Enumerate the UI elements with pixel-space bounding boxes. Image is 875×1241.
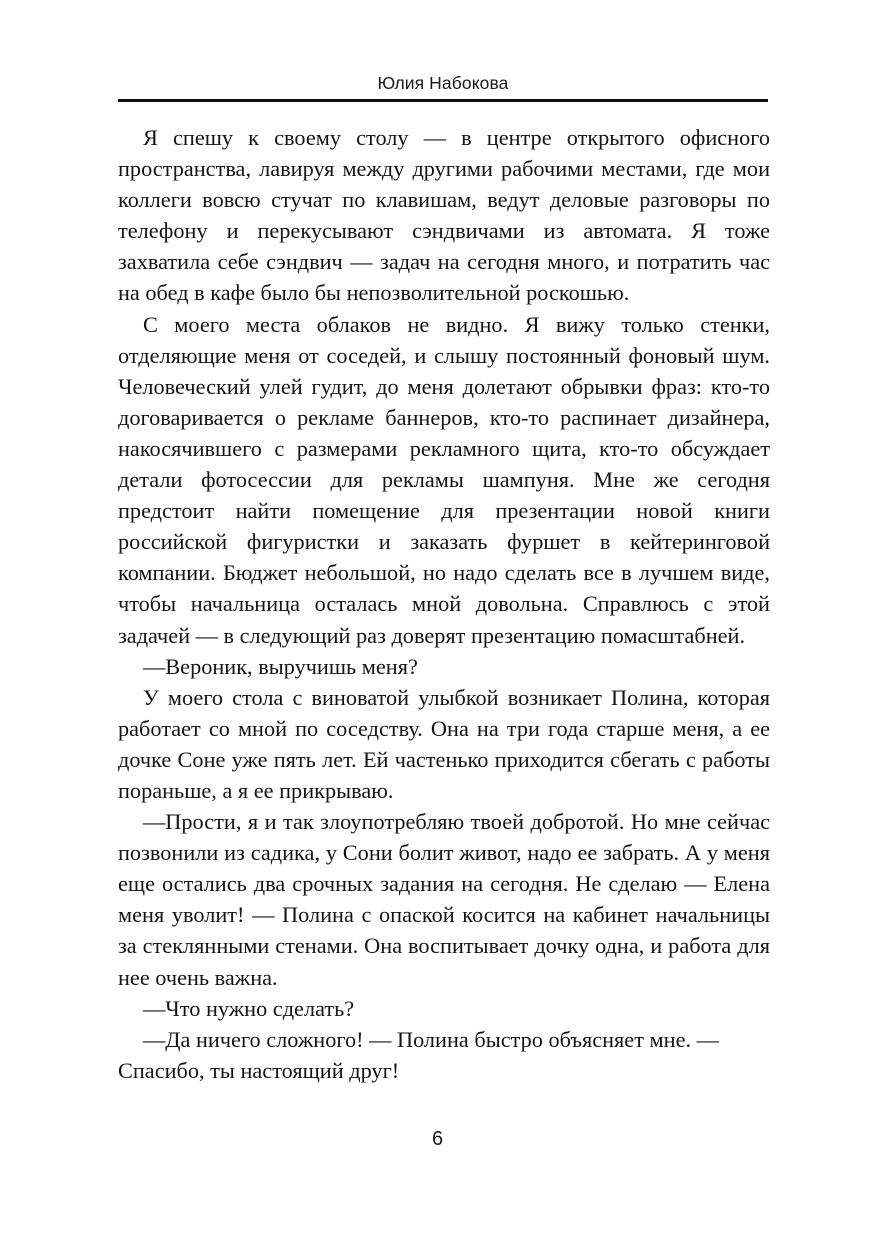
- body-text-column: [118, 122, 776, 1086]
- dialogue-line: —Вероник, выручишь меня?: [143, 653, 418, 679]
- dialogue-line: —Что нужно сделать?: [143, 995, 355, 1021]
- page-number: 6: [431, 1128, 444, 1150]
- dialogue-line: —Да ничего сложного! — Полина быстро объясняет мне. — Спасибо, ты настоящий друг!: [118, 1026, 725, 1083]
- paragraph: С моего места облаков не видно. Я вижу только стенки, отделяющие меня от соседей, и слышу постоянный фоновый шум. Человеческий улей гудит, до меня долетают обрывки фраз: кто-то договаривается о рекламе баннеров, кто-то распинает дизайнера, накосячившего с размерами рекламного щита, кто-то обсуждает детали фотосессии для рекламы шампуня. Мне же сегодня предстоит найти помещение для презентации новой книги российской фигуристки и заказать фуршет в кейтеринговой компании. Бюджет небольшой, но надо сделать все в лучшем виде, чтобы начальница осталась мной довольна. Справлюсь с этой задачей — в следующий раз доверят презентацию помасштабней.: [118, 311, 776, 648]
- paragraph: У моего стола с виноватой улыбкой возникает Полина, которая работает со мной по соседству. Она на три года старше меня, а ее дочке Соне уже пять лет. Ей частенько приходится сбегать с работы пораньше, а я ее прикрываю.: [118, 684, 776, 803]
- dialogue-line: —Прости, я и так злоупотребляю твоей добротой. Но мне сейчас позвонили из садика, у Сони болит живот, надо ее забрать. А у меня еще остались два срочных задания на сегодня. Не сделаю — Елена меня уволит! — Полина с опаской косится на кабинет начальницы за стеклянными стенами. Она воспитывает дочку одна, и работа для нее очень важна.: [118, 809, 776, 990]
- running-head-author: Юлия Набокова: [377, 73, 509, 93]
- paragraph: Я спешу к своему столу — в центре открытого офисного пространства, лавируя между другими рабочими местами, где мои коллеги вовсю стучат по клавишам, ведут деловые разговоры по телефону и перекусывают сэндвичами из автомата. Я тоже захватила себе сэндвич — задач на сегодня много, и потратить час на обед в кафе было бы непозволительной роскошью.: [118, 125, 776, 306]
- header-divider-rule: [118, 99, 768, 102]
